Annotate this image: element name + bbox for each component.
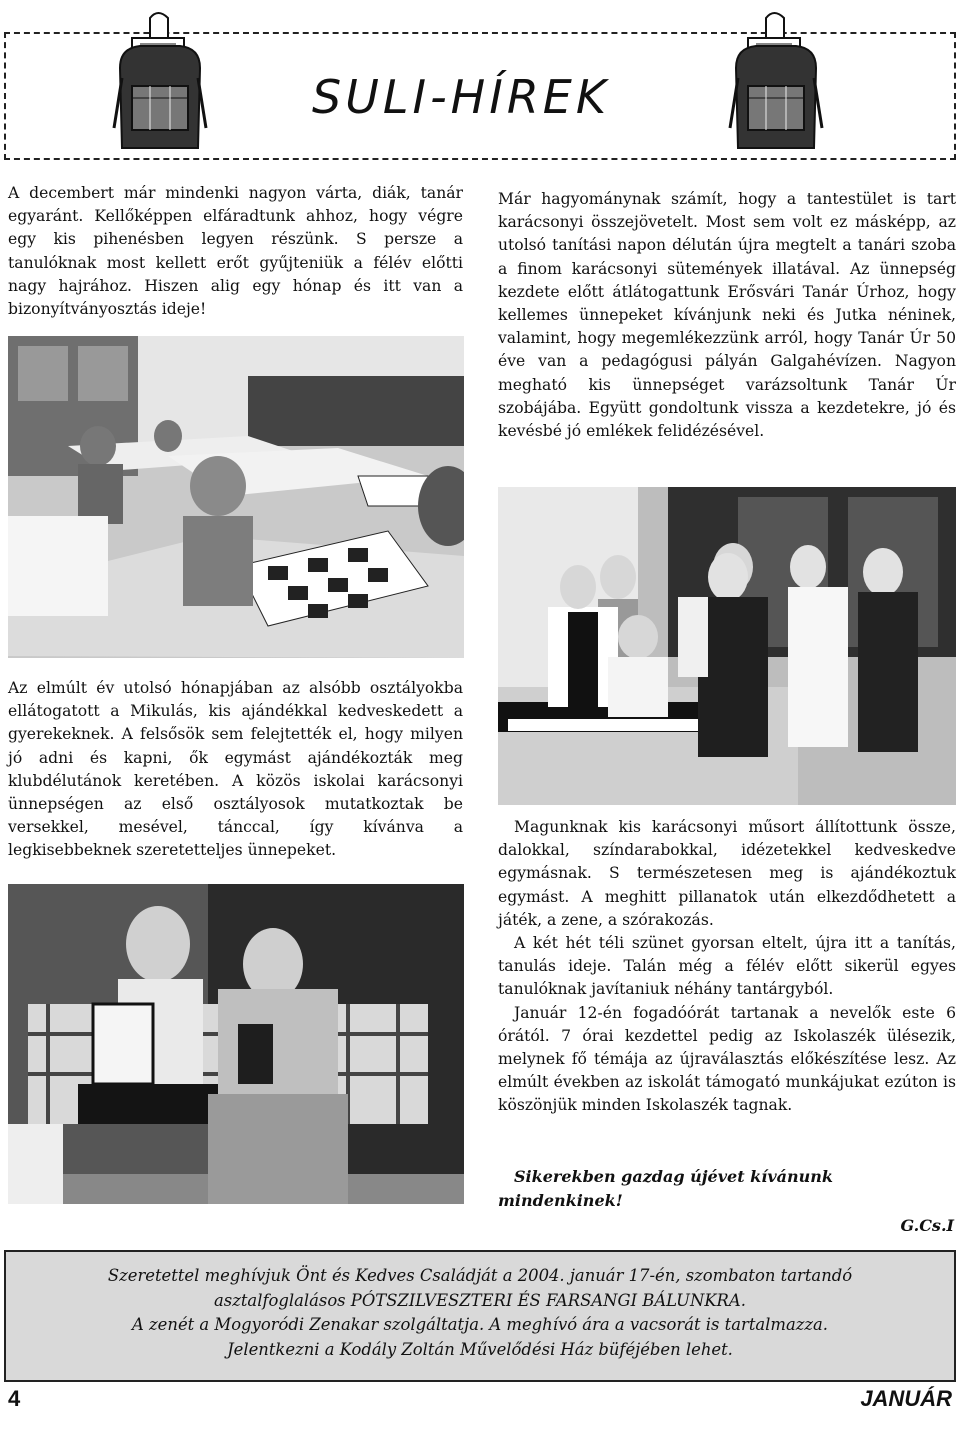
teachers-photo xyxy=(498,487,956,805)
closing-wish: Sikerekben gazdag újévet kívánunk mindenkinek! xyxy=(498,1167,833,1210)
page-number: 4 xyxy=(8,1386,21,1411)
page-title: SULI-HÍREK xyxy=(312,70,611,124)
signature: G.Cs.I xyxy=(900,1216,954,1235)
paragraph: Január 12-én fogadóórát tartanak a nevelők este 6 órától. 7 órai kezdettel pedig az Iskolaszék ülésezik, melynek fő témája az újraválasztás előkészítése lesz. Az elmúlt években az iskolát támogató munkájukat ezúton is köszönjük minden Iskolaszék tagnak. xyxy=(498,1003,956,1115)
invitation-line: asztalfoglalásos PÓTSZILVESZTERI ÉS FARSANGI BÁLUNKRA. xyxy=(214,1290,746,1310)
left-middle-text: Az elmúlt év utolsó hónapjában az alsóbb osztályokba ellátogatott a Mikulás, kis ajándékkal kedveskedett a gyerekeknek. A felsősök sem felejtették el, hogy milyen jó adni és kapni, ők egymást ajándékozták meg klubdélutánok keretében. A közös iskolai karácsonyi ünnepségen az első osztályosok mutatkoztak be versekkel, mesével, tánccal, így kívánva a legkisebbeknek szeretetteljes ünnepeket. xyxy=(8,679,463,860)
paragraph: A két hét téli szünet gyorsan eltelt, újra itt a tanítás, tanulás ideje. Talán még a félév előtt sikerül egyes tanulóknak javítaniuk néhány tantárgyból. xyxy=(498,934,956,999)
right-body-text xyxy=(498,816,956,1118)
left-intro-text: A decembert már mindenki nagyon várta, diák, tanár egyaránt. Kellőképpen elfáradtunk ahhoz, hogy végre egy kis pihenésben legyen részünk. S persze a tanulóknak most kellett erőt gyűjteniük a félév előtti nagy hajrához. Hiszen alig egy hónap és itt van a bizonyítványosztás ideje! xyxy=(8,184,463,319)
invitation-text xyxy=(30,1264,930,1362)
invitation-line: Szeretettel meghívjuk Önt és Kedves Családját a 2004. január 17-én, szombaton tartandó xyxy=(107,1266,853,1285)
backpack-icon xyxy=(726,8,826,158)
paragraph: Magunknak kis karácsonyi műsort állítottunk össze, dalokkal, színdarabokkal, idézetekkel kedveskedve egymásnak. S természetesen meg is ajándékoztuk egymást. A meghitt pillanatok után elkezdődhetett a játék, a zene, a szórakozás. xyxy=(498,818,956,929)
backpack-icon xyxy=(110,8,210,158)
chess-photo xyxy=(8,336,464,658)
couple-photo xyxy=(8,884,464,1204)
issue-month: JANUÁR xyxy=(860,1386,952,1411)
invitation-line: Jelentkezni a Kodály Zoltán Művelődési Ház büféjében lehet. xyxy=(227,1339,733,1359)
right-intro-text: Már hagyománynak számít, hogy a tantestület is tart karácsonyi összejövetelt. Most sem volt ez másképp, az utolsó tanítási napon délután újra megtelt a tanári szoba a finom karácsonyi sütemények illatával. Az ünnepség kezdete előtt átlátogattunk Erősvári Tanár Úrhoz, hogy kellemes ünnepeket kívánjunk neki és Jutka néninek, valamint, hogy megemlékezzünk arról, hogy Tanár Úr 50 éve van a pedagógusi pályán Galgahévízen. Nagyon megható kis ünnepséget varázsoltunk Tanár Úr szobájába. Együtt gondoltunk vissza a kezdetekre, jó és kevésbé jó emlékek felidézésével. xyxy=(498,190,956,441)
invitation-line: A zenét a Mogyoródi Zenakar szolgáltatja. A meghívó ára a vacsorát is tartalmazza. xyxy=(132,1315,828,1334)
